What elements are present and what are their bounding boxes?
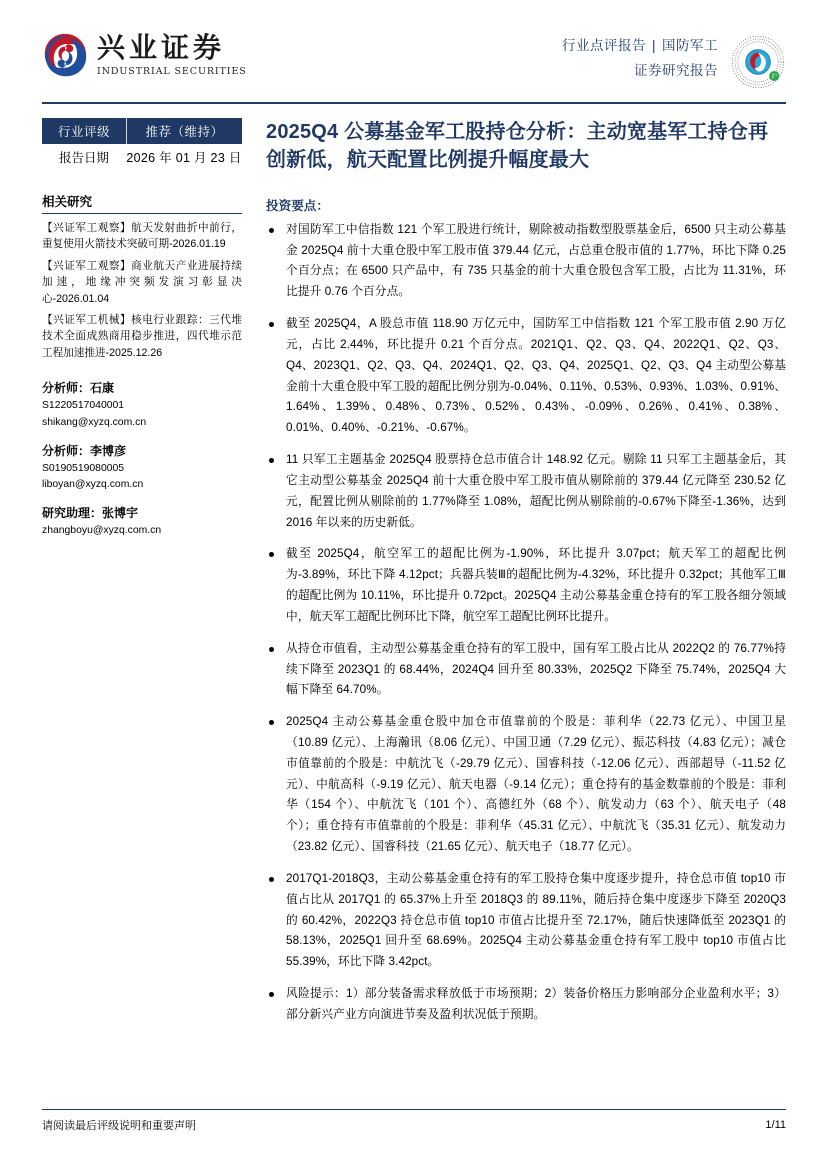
related-research-heading: 相关研究: [42, 192, 242, 214]
list-item: 对国防军工中信指数 121 个军工股进行统计，剔除被动指数型股票基金后，6500 只主动公募基金 2025Q4 前十大重仓股中军工股市值 379.44 亿元，占总重仓股市值的 1.77%，环比下降 0.25 个百分点；在 6500 只产品中，有 735 只基金的前十大重仓股包含军工股，占比为 11.31%，环比提升 0.76 个百分点。: [266, 220, 786, 303]
brand-block: [42, 28, 247, 78]
investment-highlights-list: [266, 220, 786, 1026]
industrial-securities-logo-icon: [42, 32, 88, 78]
page-body: [42, 118, 786, 1037]
page-title: 2025Q4 公募基金军工股持仓分析：主动宽基军工持仓再创新低，航天配置比例提升幅度最大: [266, 121, 769, 172]
brand-name-en: INDUSTRIAL SECURITIES: [97, 65, 247, 77]
list-item: 截至 2025Q4，A 股总市值 118.90 万亿元中，国防军工中信指数 121 个军工股市值 2.90 万亿元，占比 2.44%，环比提升 0.21 个百分点。2021Q1、Q2、Q3、Q4、2022Q1、Q2、Q3、Q4、2023Q1、Q2、Q3、Q4、2024Q1、Q2、Q3、Q4、2025Q1、Q2、Q3、Q4 主动型公募基金前十大重仓股中军工股的超配比例分别为-0.04%、0.11%、0.53%、0.93%、1.03%、0.91%、1.64%、1.39%、0.48%、0.73%、0.52%、0.43%、-0.09%、0.26%、0.41%、0.38%、0.01%、0.40%、-0.21%、-0.67%。: [266, 314, 786, 439]
header-divider: [42, 102, 786, 104]
sidebar: [42, 118, 256, 1037]
header-right: [562, 28, 786, 90]
analyst-name: 分析师：石康: [42, 381, 115, 396]
page-number: 1/11: [765, 1119, 786, 1131]
research-assistant-name: 研究助理：张博宇: [42, 505, 139, 520]
list-item[interactable]: 【兴证军工观察】航天发射曲折中前行，重复使用火箭技术突破可期-2026.01.19: [42, 222, 242, 251]
header-line-1: [562, 34, 718, 59]
analyst-email[interactable]: shikang@xyzq.com.cn: [42, 416, 147, 428]
analyst-entry: [42, 379, 242, 431]
report-date-value: 2026 年 01 月 23 日: [126, 151, 242, 165]
footer-row: [42, 1110, 786, 1133]
industry-rating-bar: [42, 118, 242, 144]
report-date-row: [42, 144, 242, 170]
brand-text: [97, 30, 247, 77]
related-research-list: [42, 220, 242, 361]
svg-text:沪: 沪: [771, 74, 778, 81]
list-item: 11 只军工主题基金 2025Q4 股票持仓总市值合计 148.92 亿元。剔除 11 只军工主题基金后，其它主动型公募基金 2025Q4 前十大重仓股中军工股市值从剔除前的 379.44 亿元降至 230.52 亿元，配置比例从剔除前的 1.77%降至 1.08%，超配比例从剔除前的-0.67%下降至-1.36%，达到 2016 年以来的历史新低。: [266, 450, 786, 533]
industry-name: 国防军工: [662, 38, 718, 53]
investment-highlights-label: 投资要点：: [266, 198, 329, 213]
header-report-type: [562, 34, 718, 84]
list-item: 2017Q1-2018Q3，主动公募基金重仓持有的军工股持仓集中度逐步提升，持仓总市值 top10 市值占比从 2017Q1 的 65.37%上升至 2018Q3 的 89.11%，随后持仓集中度逐步下降至 2020Q3 的 60.42%，2022Q3 持仓总市值 top10 市值占比提升至 72.17%，随后快速降低至 2023Q1 的 58.13%，2025Q1 回升至 68.69%。2025Q4 主动公募基金重仓持有军工股中 top10 市值占比 55.39%，环比下降 3.42pct。: [266, 869, 786, 973]
analyst-license-code: S1220517040001: [42, 400, 125, 412]
list-item: 截至 2025Q4，航空军工的超配比例为-1.90%，环比提升 3.07pct；航天军工的超配比例为-3.89%，环比下降 4.12pct；兵器兵装Ⅲ的超配比例为-4.32%，环比提升 0.32pct；其他军工Ⅲ的超配比例为 10.11%，环比提升 0.72pct。2025Q4 主动公募基金重仓持有的军工股各细分领域中，航天军工超配比例环比下降，航空军工超配比例环比提升。: [266, 544, 786, 627]
page-header: [42, 28, 786, 96]
list-item[interactable]: 【兴证军工观察】商业航天产业进展持续加速，地缘冲突频发演习彰显决心-2026.01.04: [42, 259, 242, 305]
header-separator: |: [651, 38, 656, 53]
main-content: [256, 118, 786, 1037]
list-item[interactable]: 【兴证军工机械】核电行业跟踪：三代堆技术全面成熟商用稳步推进，四代堆示范工程加速推进-2025.12.26: [42, 314, 242, 359]
analyst-name: 分析师：李博彦: [42, 443, 127, 458]
list-item: 风险提示：1）部分装备需求释放低于市场预期；2）装备价格压力影响部分企业盈利水平；3）部分新兴产业方向演进节奏及盈利状况低于预期。: [266, 984, 786, 1026]
analyst-entry: [42, 504, 242, 540]
analyst-license-code: S0190519080005: [42, 462, 125, 474]
page-footer: [42, 1109, 786, 1134]
header-line-2: 证券研究报告: [634, 62, 718, 78]
circular-seal-icon: [730, 34, 786, 90]
report-date-label: 报告日期: [58, 151, 109, 165]
list-item: 2025Q4 主动公募基金重仓股中加仓市值靠前的个股是：菲利华（22.73 亿元）、中国卫星（10.89 亿元）、上海瀚讯（8.06 亿元）、中国卫通（7.29 亿元）、振芯科技（4.83 亿元）；减仓市值靠前的个股是：中航沈飞（-29.79 亿元）、国睿科技（-12.06 亿元）、西部超导（-11.52 亿元）、中航高科（-9.19 亿元）、航天电器（-9.14 亿元）；重仓持有的基金数靠前的个股是：菲利华（154 个）、中航沈飞（101 个）、高德红外（68 个）、航发动力（63 个）、航天电子（48 个）；重仓持有市值靠前的个股是：菲利华（45.31 亿元）、中航沈飞（35.31 亿元）、航发动力（23.82 亿元）、国睿科技（21.65 亿元）、航天电子（18.77 亿元）。: [266, 712, 786, 858]
analyst-email[interactable]: liboyan@xyzq.com.cn: [42, 479, 144, 491]
rating-label: 行业评级: [57, 125, 110, 139]
analyst-entry: [42, 442, 242, 494]
analyst-list: [42, 379, 242, 539]
rating-value: 推荐（维持）: [145, 125, 224, 139]
footer-disclaimer: 请阅读最后评级说明和重要声明: [42, 1120, 196, 1132]
report-category: 行业点评报告: [561, 38, 646, 53]
list-item: 从持仓市值看，主动型公募基金重仓持有的军工股中，国有军工股占比从 2022Q2 的 76.77%持续下降至 2023Q1 的 68.44%，2024Q4 回升至 80.33%，2025Q2 下降至 75.74%，2025Q4 大幅下降至 64.70%。: [266, 639, 786, 701]
analyst-email[interactable]: zhangboyu@xyzq.com.cn: [42, 524, 162, 536]
brand-name-cn: 兴业证券: [97, 30, 226, 64]
